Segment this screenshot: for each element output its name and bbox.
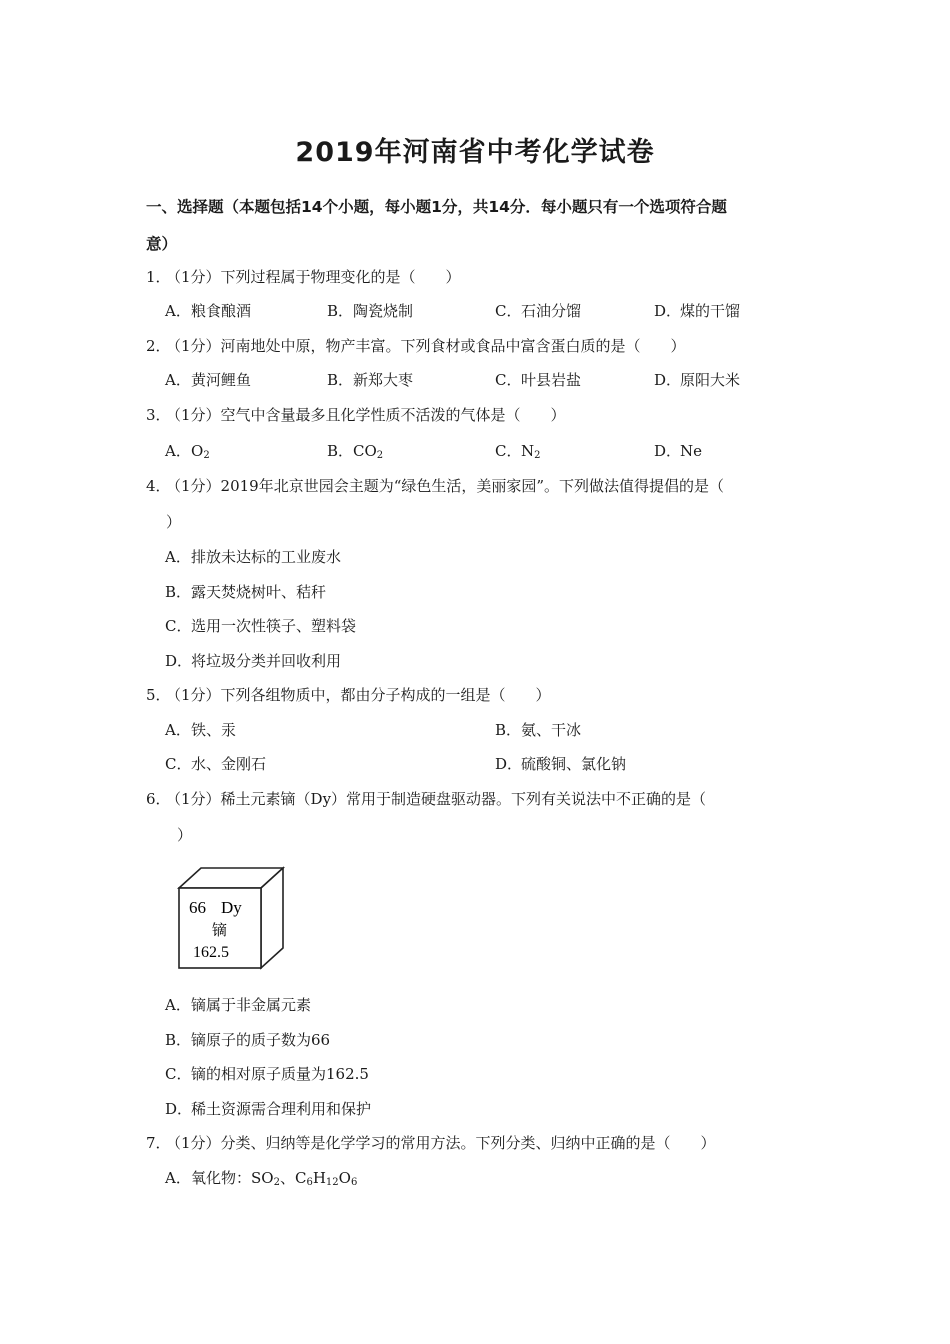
- page-title: 2019年河南省中考化学试卷: [295, 137, 655, 168]
- option-b: B．露天焚烧树叶、秸秆: [165, 583, 327, 601]
- option-d: D．将垃圾分类并回收利用: [165, 652, 342, 670]
- question-4: 4．（1分）2019年北京世园会主题为“绿色生活，美丽家园”。下列做法值得提倡的是（: [146, 477, 725, 495]
- option-a: A．镝属于非金属元素: [165, 996, 312, 1014]
- option-c: C．石油分馏: [495, 302, 582, 320]
- option-c: C．选用一次性筷子、塑料袋: [165, 617, 357, 635]
- question-2: 2．（1分）河南地处中原，物产丰富。下列食材或食品中富含蛋白质的是（ ）: [146, 337, 686, 355]
- option-d: D．Ne: [654, 442, 703, 460]
- option-a: A．粮食酿酒: [165, 302, 252, 320]
- option-b: B．$CO_2$: [327, 442, 384, 461]
- option-a: A．黄河鲤鱼: [165, 371, 252, 389]
- option-b: B．氨、干冰: [495, 721, 582, 739]
- option-c: C．$N_2$: [495, 442, 541, 461]
- question-1: [146, 266, 461, 287]
- option-b: B．镝原子的质子数为66: [165, 1031, 331, 1049]
- option-a: A．氧化物：$SO_2$、$C_6H_{12}O_6$: [165, 1169, 358, 1188]
- question-6: 6．（1分）稀土元素镝（Dy）常用于制造硬盘驱动器。下列有关说法中不正确的是（: [146, 790, 707, 808]
- option-d: D．煤的干馏: [654, 302, 741, 320]
- option-c: C．镝的相对原子质量为162.5: [165, 1065, 369, 1083]
- question-text: （1分）下列过程属于物理变化的是（ ）: [166, 268, 461, 286]
- element-symbol: Dy: [221, 898, 242, 917]
- option-d: D．硫酸铜、氯化钠: [495, 755, 627, 773]
- question-5: 5．（1分）下列各组物质中，都由分子构成的一组是（ ）: [146, 686, 551, 704]
- option-a: A．排放未达标的工业废水: [165, 548, 342, 566]
- atomic-number: 66: [189, 898, 206, 917]
- question-7: 7．（1分）分类、归纳等是化学学习的常用方法。下列分类、归纳中正确的是（ ）: [146, 1134, 716, 1152]
- option-a: A．铁、汞: [165, 721, 237, 739]
- option-b: B．陶瓷烧制: [327, 302, 414, 320]
- option-d: D．原阳大米: [654, 371, 741, 389]
- element-card-dy: [175, 866, 287, 970]
- section-heading-line2: 意）: [146, 235, 178, 253]
- option-d: D．稀土资源需合理利用和保护: [165, 1100, 372, 1118]
- option-c: C．叶县岩盐: [495, 371, 582, 389]
- question-number: 1．: [146, 268, 171, 286]
- section-heading-line1: 一、选择题（本题包括14个小题，每小题1分，共14分．每小题只有一个选项符合题: [146, 198, 727, 216]
- question-3: 3．（1分）空气中含量最多且化学性质不活泼的气体是（ ）: [146, 406, 566, 424]
- option-a: A．$O_2$: [165, 442, 210, 461]
- question-4-continuation: ）: [166, 513, 182, 531]
- question-6-continuation: ）: [177, 826, 193, 844]
- atomic-mass: 162.5: [193, 944, 229, 961]
- option-c: C．水、金刚石: [165, 755, 267, 773]
- option-b: B．新郑大枣: [327, 371, 414, 389]
- element-name: 镝: [212, 921, 228, 939]
